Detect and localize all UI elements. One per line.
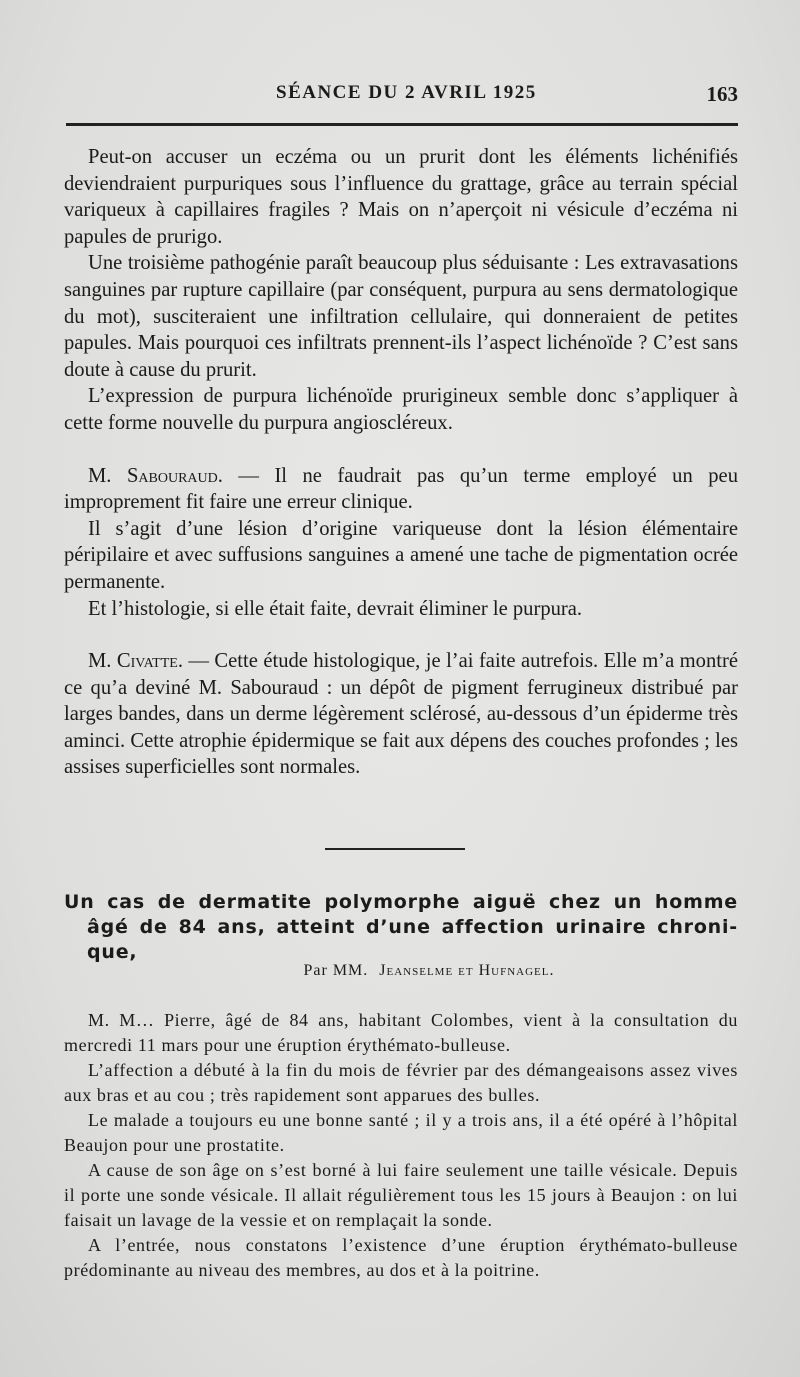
title-line: âgé de 84 ans, atteint d’une affection urinaire chroni- bbox=[87, 916, 738, 938]
byline bbox=[64, 962, 738, 980]
title-line: que, bbox=[87, 941, 138, 963]
paragraph: Il s’agit d’une lésion d’origine variqueuse dont la lésion élémentaire péripilaire et avec suffusions sanguines a amené une tache de pigmentation ocrée permanente. bbox=[64, 517, 738, 593]
sabouraud-remark bbox=[64, 463, 738, 516]
article-title bbox=[64, 890, 738, 965]
case-report bbox=[64, 1008, 738, 1283]
speaker-name: M. Sabouraud. bbox=[88, 464, 223, 487]
civatte-remark bbox=[64, 648, 738, 781]
speaker-name: M. Civatte. bbox=[88, 650, 183, 673]
discussion-section bbox=[64, 144, 738, 781]
page-number: 163 bbox=[706, 82, 738, 106]
remark-text: — Il ne faudrait pas qu’un terme employé un peu improprement fit faire une erreur clinique. bbox=[64, 464, 738, 514]
section-divider bbox=[325, 848, 465, 850]
running-header bbox=[64, 82, 738, 112]
paragraph: Le malade a toujours eu une bonne santé ; il y a trois ans, il a été opéré à l’hôpital Beaujon pour une prostatite. bbox=[64, 1110, 738, 1155]
paragraph: Et l’histologie, si elle était faite, devrait éliminer le purpura. bbox=[88, 597, 583, 620]
paragraph: A l’entrée, nous constatons l’existence d’une éruption érythémato-bulleuse prédominante au niveau des membres, au dos et à la poitrine. bbox=[64, 1235, 738, 1280]
byline-prefix: Par MM. bbox=[303, 962, 369, 979]
paragraph: L’expression de purpura lichénoïde prurigineux semble donc s’appliquer à cette forme nouvelle du purpura angioscléreux. bbox=[64, 385, 738, 434]
remark-text: — Cette étude histologique, je l’ai faite autrefois. Elle m’a montré ce qu’a deviné M. Sabouraud : un dépôt de pigment ferrugineux distribué par larges bandes, dans un derme légèrement sclérosé, au-dessous d’un épiderme très aminci. Cette atrophie épidermique se fait aux dépens des couches profondes ; les assises superficielles sont normales. bbox=[64, 650, 738, 779]
paragraph: L’affection a débuté à la fin du mois de février par des démangeaisons assez vives aux bras et au cou ; très rapidement sont apparues des bulles. bbox=[64, 1060, 738, 1105]
paragraph: M. M… Pierre, âgé de 84 ans, habitant Colombes, vient à la consultation du mercredi 11 mars pour une éruption érythémato-bulleuse. bbox=[64, 1010, 738, 1055]
paragraph: Une troisième pathogénie paraît beaucoup plus séduisante : Les extravasations sanguines par rupture capillaire (par conséquent, purpura au sens dermatologique du mot), susciteraient une infiltration cellulaire, qui donneraient de petites papules. Mais pourquoi ces infiltrats prennent-ils l’aspect lichénoïde ? C’est sans doute à cause du prurit. bbox=[64, 252, 738, 381]
paragraph: Peut-on accuser un eczéma ou un prurit dont les éléments lichénifiés deviendraient purpuriques sous l’influence du grattage, grâce au terrain spécial variqueux à capillaires fragiles ? Mais on n’aperçoit ni vésicule d’eczéma ni papules de prurigo. bbox=[64, 146, 738, 248]
paragraph: A cause de son âge on s’est borné à lui faire seulement une taille vésicale. Depuis il porte une sonde vésicale. Il allait régulièrement tous les 15 jours à Beaujon : on lui faisait un lavage de la vessie et on remplaçait la sonde. bbox=[64, 1160, 738, 1230]
header-rule bbox=[66, 123, 738, 126]
header-title: SÉANCE DU 2 AVRIL 1925 bbox=[276, 82, 537, 103]
byline-authors: Jeanselme et Hufnagel. bbox=[379, 962, 555, 979]
title-line: Un cas de dermatite polymorphe aiguë chez un homme bbox=[64, 891, 738, 913]
